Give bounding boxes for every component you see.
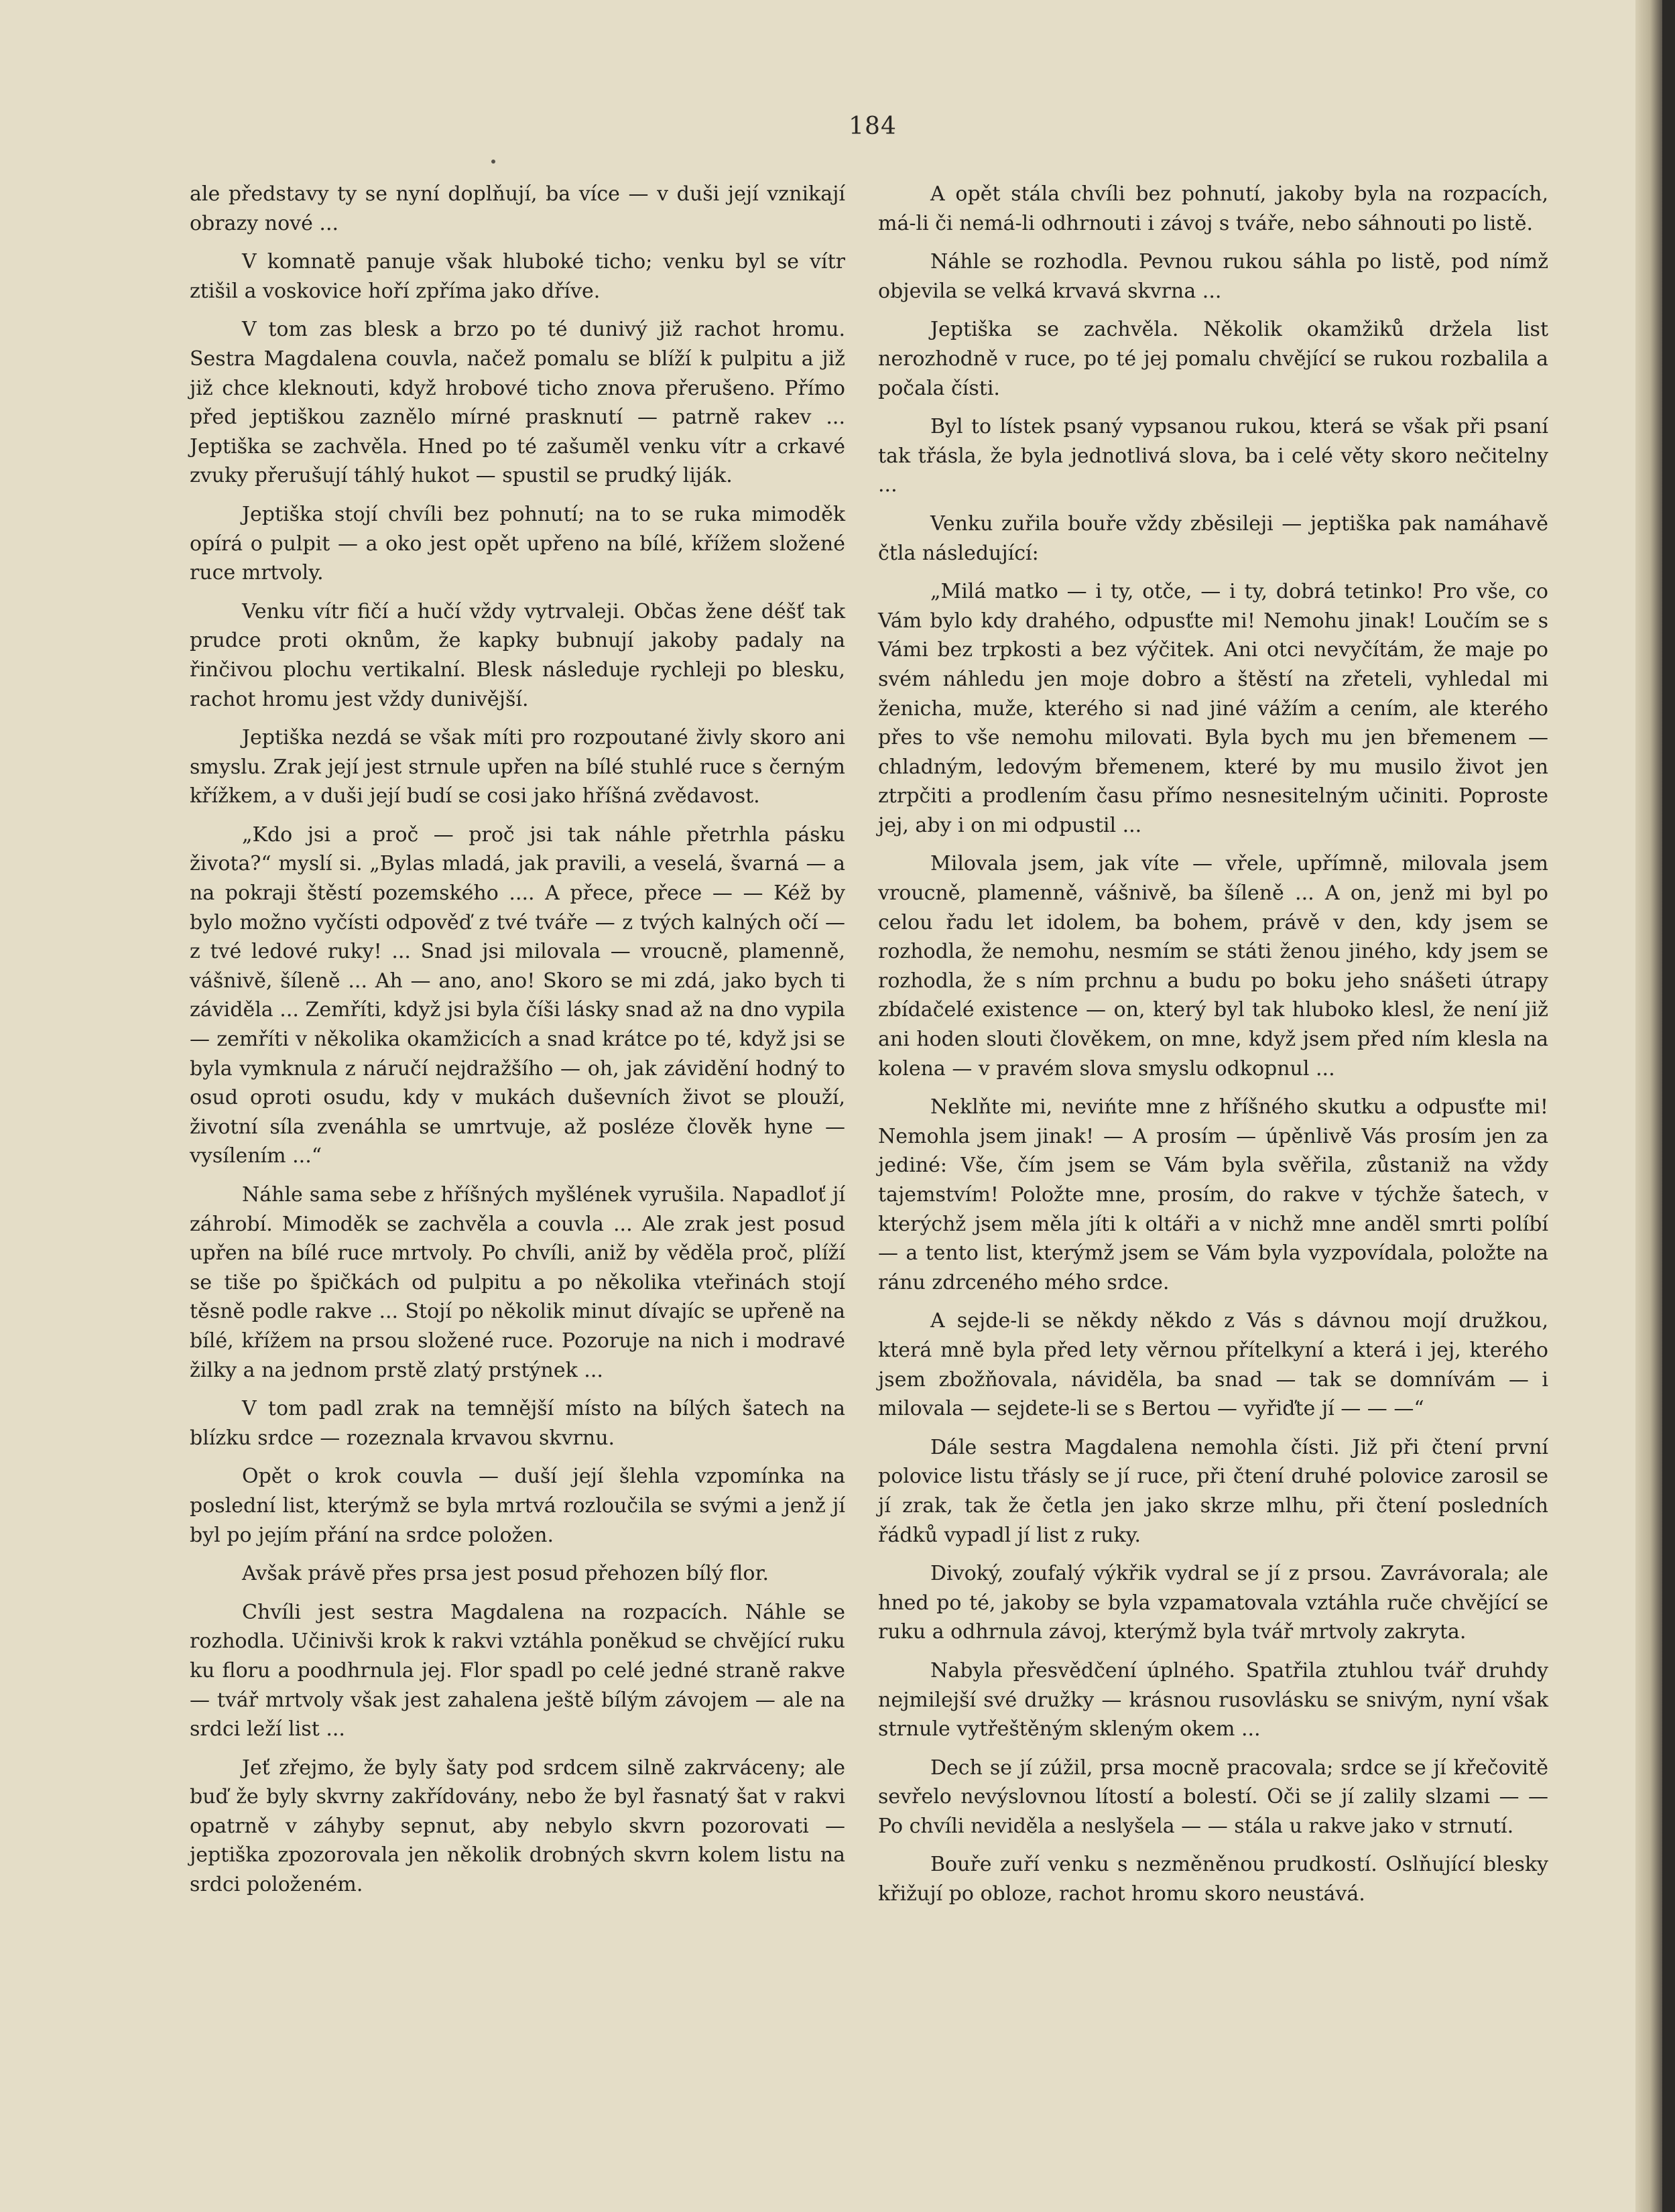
paragraph: Neklňte mi, nevińte mne z hříšného skutku a odpusťte mi! Nemohla jsem jinak! — A prosím — úpěnlivě Vás prosím jen za jediné: Vše, čím jsem se Vám byla svěřila, zůstaniž na vždy tajemstvím! Položte mne, prosím, do rakve v týchže šatech, v kterýchž jsem měla jíti k oltáři a v nichž mne anděl smrti políbí — a tento list, kterýmž jsem se Vám byla vyzpovídala, položte na ránu zdrceného mého srdce.	[878, 1095, 1548, 1294]
paragraph: Jeptiška se zachvěla. Několik okamžiků držela list nerozhodně v ruce, po té jej pomalu chvějící se rukou rozbalila a počala čísti.	[878, 318, 1548, 400]
paragraph: Jeť zřejmo, že byly šaty pod srdcem silně zakrváceny; ale buď že byly skvrny zakřídovány, nebo že byl řasnatý šat v rakvi opatrně v záhyby sepnut, aby nebylo skvrn pozorovati — jeptiška zpozorovala jen několik drobných skvrn kolem listu na srdci položeném.	[190, 1756, 845, 1897]
left-text-column	[190, 180, 845, 1909]
page-number: 184	[849, 113, 897, 140]
paragraph: Milovala jsem, jak víte — vřele, upřímně, milovala jsem vroucně, plamenně, vášnivě, ba šíleně ... A on, jenž mi byl po celou řadu let idolem, ba bohem, právě v den, kdy jsem se rozhodla, že nemohu, nesmím se státi ženou jiného, kdy jsem se rozhodla, že s ním prchnu a budu po boku jeho snášeti útrapy zbídačelé existence — on, který byl tak hluboko klesl, že není již ani hoden slouti člověkem, on mne, když jsem před ním klesla na kolena — v pravém slova smyslu odkopnul ...	[878, 852, 1548, 1081]
paragraph: A opět stála chvíli bez pohnutí, jakoby byla na rozpacích, má-li či nemá-li odhrnouti i závoj s tváře, nebo sáhnouti po listě.	[878, 182, 1548, 235]
paragraph: Náhle sama sebe z hříšných myšlének vyrušila. Napadloť jí záhrobí. Mimoděk se zachvěla a couvla ... Ale zrak jest posud upřen na bílé ruce mrtvoly. Po chvíli, aniž by věděla proč, plíží se tiše po špičkách od pulpitu a po několika vteřinách stojí těsně podle rakve ... Stojí po několik minut dívajíc se upřeně na bílé, křížem na prsou složené ruce. Pozoruje na nich i modravé žilky a na jednom prstě zlatý prstýnek ...	[190, 1183, 845, 1382]
paragraph: Bouře zuří venku s nezměněnou prudkostí. Oslňující blesky křižují po obloze, rachot hromu skoro neustává.	[878, 1853, 1548, 1906]
ink-speck	[491, 160, 495, 164]
paragraph: V tom padl zrak na temnější místo na bílých šatech na blízku srdce — rozeznala krvavou skvrnu.	[190, 1397, 845, 1450]
book-spine-shadow	[1635, 0, 1662, 2212]
right-text-column	[878, 180, 1548, 1918]
paragraph: V tom zas blesk a brzo po té dunivý již rachot hromu. Sestra Magdalena couvla, načež pomalu se blíží k pulpitu a již již chce kleknouti, když hrobové ticho znova přerušeno. Přímo před jeptiškou zaznělo mírné prasknutí — patrně rakev ... Jeptiška se zachvěla. Hned po té zašuměl venku vítr a crkavé zvuky přerušují táhlý hukot — spustil se prudký liják.	[190, 318, 845, 488]
paragraph: Avšak právě přes prsa jest posud přehozen bílý flor.	[242, 1562, 769, 1586]
paragraph: ale představy ty se nyní doplňují, ba více — v duši její vznikají obrazy nové ...	[190, 182, 845, 235]
paragraph: Náhle se rozhodla. Pevnou rukou sáhla po listě, pod nímž objevila se velká krvavá skvrna ...	[878, 250, 1548, 303]
paragraph: Nabyla přesvědčení úplného. Spatřila ztuhlou tvář druhdy nejmilejší své družky — krásnou rusovlásku se snivým, nyní však strnule vytřeštěným skleným okem ...	[878, 1658, 1548, 1741]
paragraph: Venku vítr fičí a hučí vždy vytrvaleji. Občas žene déšť tak prudce proti oknům, že kapky bubnují jakoby padaly na řinčivou plochu vertikalní. Blesk následuje rychleji po blesku, rachot hromu jest vždy dunivější.	[190, 599, 845, 711]
paragraph: „Milá matko — i ty, otče, — i ty, dobrá tetinko! Pro vše, co Vám bylo kdy drahého, odpusťte mi! Nemohu jinak! Loučím se s Vámi bez trpkosti a bez výčitek. Ani otci nevyčítám, že maje po svém náhledu jen moje dobro a štěstí na zřeteli, vyhledal mi ženicha, muže, kterého si nad jiné vážím a cením, ale kterého přes to vše nemohu milovati. Byla bych mu jen břemenem — chladným, ledovým břemenem, které by mu musilo život jen ztrpčiti a prodlením času přímo nesnesitelným učiniti. Poproste jej, aby i on mi odpustil ...	[878, 580, 1548, 837]
paragraph: Jeptiška stojí chvíli bez pohnutí; na to se ruka mimoděk opírá o pulpit — a oko jest opět upřeno na bílé, křížem složené ruce mrtvoly.	[190, 502, 845, 585]
paragraph: Chvíli jest sestra Magdalena na rozpacích. Náhle se rozhodla. Učinivši krok k rakvi vztáhla poněkud se chvějící ruku ku floru a poodhrnula jej. Flor spadl po celé jedné straně rakve — tvář mrtvoly však jest zahalena ještě bílým závojem — ale na srdci leží list ...	[190, 1600, 845, 1741]
paragraph: Dech se jí zúžil, prsa mocně pracovala; srdce se jí křečovitě sevřelo nevýslovnou lítostí a bolestí. Oči se jí zalily slzami — — Po chvíli neviděla a neslyšela — — stála u rakve jako v strnutí.	[878, 1756, 1548, 1838]
paragraph: Dále sestra Magdalena nemohla čísti. Již při čtení první polovice listu třásly se jí ruce, při čtení druhé polovice zarosil se jí zrak, tak že četla jen jako skrze mlhu, při čtení posledních řádků vypadl jí list z ruky.	[878, 1435, 1548, 1547]
paragraph: A sejde-li se někdy někdo z Vás s dávnou mojí družkou, která mně byla před lety věrnou přítelkyní a která i jej, kterého jsem zbožňovala, náviděla, ba snad — tak se domnívám — i milovala — sejdete-li se s Bertou — vyřiďte jí — — —“	[878, 1309, 1548, 1421]
paragraph: V komnatě panuje však hluboké ticho; venku byl se vítr ztišil a voskovice hoří zpříma jako dříve.	[190, 250, 845, 303]
paragraph: Jeptiška nezdá se však míti pro rozpoutané živly skoro ani smyslu. Zrak její jest strnule upřen na bílé stuhlé ruce s černým křížkem, a v duši její budí se cosi jako hříšná zvědavost.	[190, 726, 845, 808]
paragraph: Divoký, zoufalý výkřik vydral se jí z prsou. Zavrávorala; ale hned po té, jakoby se byla vzpamatovala vztáhla ruče chvějící se ruku a odhrnula závoj, kterýmž byla tvář mrtvoly zakryta.	[878, 1562, 1548, 1644]
paragraph: „Kdo jsi a proč — proč jsi tak náhle přetrhla pásku života?“ myslí si. „Bylas mladá, jak pravili, a veselá, švarná — a na pokraji štěstí pozemského .... A přece, přece — — Kéž by bylo možno vyčísti odpověď z tvé tváře — z tvých kalných očí — z tvé ledové ruky! ... Snad jsi milovala — vroucně, plamenně, vášnivě, šíleně ... Ah — ano, ano! Skoro se mi zdá, jako bych ti záviděla ... Zemříti, když jsi byla číši lásky snad až na dno vypila — zemříti v několika okamžicích a snad krátce po té, když jsi se byla vymknula z náručí nejdražšího — oh, jak závidění hodný to osud oproti osudu, kdy v mukách duševních život se plouží, životní síla zvenáhla se umrtvuje, až posléze člověk hyne — vysílením ...“	[190, 822, 845, 1168]
scan-background-edge	[1662, 0, 1675, 2212]
paragraph: Byl to lístek psaný vypsanou rukou, která se však při psaní tak třásla, že byla jednotlivá slova, ba i celé věty skoro nečitelny ...	[878, 415, 1548, 497]
paragraph: Opět o krok couvla — duší její šlehla vzpomínka na poslední list, kterýmž se byla mrtvá rozloučila se svými a jenž jí byl po jejím přání na srdce položen.	[190, 1465, 845, 1547]
paragraph: Venku zuřila bouře vždy zběsileji — jeptiška pak namáhavě čtla následující:	[878, 511, 1548, 565]
